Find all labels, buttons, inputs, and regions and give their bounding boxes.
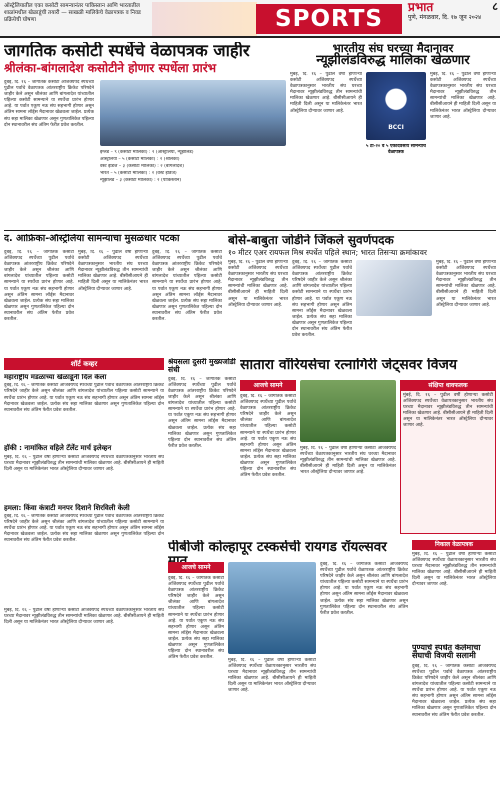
- shreyas-headline: श्रेयसला दुसरी मुख्यजोडी संधी: [168, 358, 236, 374]
- satara-score-box: [400, 380, 496, 534]
- shreyas-story: [168, 358, 236, 488]
- pune-story: [412, 644, 496, 794]
- bottom-left-body: मुंबई, दि. १६ – पुढील वर्षी होणाऱ्या कसोटी अजिंक्यपद स्पर्धेच्या वेळापत्रकानुसार भारतीय संघ घरच्या मैदानावर न्यूझीलंडविरुद्ध तीन सामन्यांची मालिका खेळणार आहे. बीसीसीआयने ही माहिती दिली असून या मालिकेनंतर भारत ऑस्ट्रेलिया दौऱ्यावर जाणार आहे.: [4, 608, 164, 626]
- kolhapur-body-2: मुंबई, दि. १६ – पुढील वर्षी होणाऱ्या कसोटी अजिंक्यपद स्पर्धेच्या वेळापत्रकानुसार भारतीय संघ घरच्या मैदानावर न्यूझीलंडविरुद्ध तीन सामन्यांची मालिका खेळणार आहे. बीसीसीआयने ही माहिती दिली असून या मालिकेनंतर भारत ऑस्ट्रेलिया दौऱ्यावर जाणार आहे.: [228, 658, 316, 694]
- india-nz-story: [290, 42, 496, 232]
- pune-body: दुबई, दि. १६ – जागतिक कसोटी अजिंक्यपद स्पर्धेच्या पुढील पर्वाचे वेळापत्रक आंतरराष्ट्रीय क्रिकेट परिषदेने जाहीर केले असून श्रीलंका आणि बांगलादेश यांच्यातील पहिल्या कसोटी सामन्याने या स्पर्धेचा प्रारंभ होणार आहे. या पर्वात एकूण नऊ संघ सहभागी होणार असून अंतिम सामना लॉर्ड्स मैदानावर खेळवला जाईल. प्रत्येक संघ सहा मालिका खेळणार असून गुणतालिकेत पहिल्या दोन स्थानावरील संघ अंतिम फेरीत प्रवेश करतील.: [412, 663, 496, 718]
- bcci-logo: [366, 72, 426, 140]
- sa-aus-body-3: दुबई, दि. १६ – जागतिक कसोटी अजिंक्यपद स्पर्धेच्या पुढील पर्वाचे वेळापत्रक आंतरराष्ट्रीय क्रिकेट परिषदेने जाहीर केले असून श्रीलंका आणि बांगलादेश यांच्यातील पहिल्या कसोटी सामन्याने या स्पर्धेचा प्रारंभ होणार आहे. या पर्वात एकूण नऊ संघ सहभागी होणार असून अंतिम सामना लॉर्ड्स मैदानावर खेळवला जाईल. प्रत्येक संघ सहा मालिका खेळणार असून गुणतालिकेत पहिल्या दोन स्थानावरील संघ अंतिम फेरीत प्रवेश करतील.: [152, 250, 222, 323]
- kabaddi-body: दुबई, दि. १६ – जागतिक कसोटी अजिंक्यपद स्पर्धेच्या पुढील पर्वाचे वेळापत्रक आंतरराष्ट्रीय क्रिकेट परिषदेने जाहीर केले असून श्रीलंका आणि बांगलादेश यांच्यातील पहिल्या कसोटी सामन्याने या स्पर्धेचा प्रारंभ होणार आहे. या पर्वात एकूण नऊ संघ सहभागी होणार असून अंतिम सामना लॉर्ड्स मैदानावर खेळवला जाईल. प्रत्येक संघ सहा मालिका खेळणार असून गुणतालिकेत पहिल्या दोन स्थानावरील संघ अंतिम फेरीत प्रवेश करतील.: [4, 383, 164, 413]
- short-news-column: [4, 374, 164, 604]
- kolhapur-tag: आजचे सामने: [168, 562, 224, 573]
- satara-score-title: संक्षिप्त धावफलक: [401, 381, 495, 391]
- hockey-headline: हॉकी : नामांकित वहिले टॅलेंट मार्च इलेव्हन: [4, 444, 112, 453]
- kolhapur-story: [168, 540, 408, 794]
- trophy-photo: [100, 80, 286, 146]
- india-nz-headline-2: न्यूझीलंडविरुद्ध मालिका खेळणार: [316, 53, 470, 69]
- shooting-story: [228, 234, 496, 354]
- hockey-subheadline: हमला: किंवा कंत्राटी मनपर दिशाने शिरविली केली: [4, 503, 130, 512]
- main-body: दुबई, दि. १६ – जागतिक कसोटी अजिंक्यपद स्पर्धेच्या पुढील पर्वाचे वेळापत्रक आंतरराष्ट्रीय क्रिकेट परिषदेने जाहीर केले असून श्रीलंका आणि बांगलादेश यांच्यातील पहिल्या कसोटी सामन्याने या स्पर्धेचा प्रारंभ होणार आहे. या पर्वात एकूण नऊ संघ सहभागी होणार असून अंतिम सामना लॉर्ड्स मैदानावर खेळवला जाईल. प्रत्येक संघ सहा मालिका खेळणार असून गुणतालिकेत पहिल्या दोन स्थानावरील संघ अंतिम फेरीत प्रवेश करतील.: [4, 80, 94, 128]
- satara-story: [240, 358, 496, 536]
- satara-body: दुबई, दि. १६ – जागतिक कसोटी अजिंक्यपद स्पर्धेच्या पुढील पर्वाचे वेळापत्रक आंतरराष्ट्रीय क्रिकेट परिषदेने जाहीर केले असून श्रीलंका आणि बांगलादेश यांच्यातील पहिल्या कसोटी सामन्याने या स्पर्धेचा प्रारंभ होणार आहे. या पर्वात एकूण नऊ संघ सहभागी होणार असून अंतिम सामना लॉर्ड्स मैदानावर खेळवला जाईल. प्रत्येक संघ सहा मालिका खेळणार असून गुणतालिकेत पहिल्या दोन स्थानावरील संघ अंतिम फेरीत प्रवेश करतील.: [240, 394, 296, 479]
- results-title: निकाल वेळापत्रक: [412, 540, 496, 550]
- sa-aus-headline: द. आफ्रिका-ऑस्ट्रेलिया सामन्याचा मुसळधार पटका: [4, 234, 180, 244]
- header-teaser: ऑस्ट्रेलियातील एका कसोटी सामन्यानंतर पाकिस्तान आणि भारतातील शाळांमधील खेळाडूंची तयारी — साखळी मालिकेचे वेळापत्रक व निवड प्रक्रियेची घोषणा: [4, 3, 141, 23]
- kolhapur-photo: [228, 562, 316, 654]
- schedule-item: भारत – ५ (कसोटी मालिका) : २ (वेस्ट इंडिज): [100, 171, 177, 176]
- results-box: [412, 540, 496, 640]
- bcci-label: BCCI: [388, 124, 404, 131]
- sa-aus-story: [4, 234, 224, 356]
- sa-aus-body: दुबई, दि. १६ – जागतिक कसोटी अजिंक्यपद स्पर्धेच्या पुढील पर्वाचे वेळापत्रक आंतरराष्ट्रीय क्रिकेट परिषदेने जाहीर केले असून श्रीलंका आणि बांगलादेश यांच्यातील पहिल्या कसोटी सामन्याने या स्पर्धेचा प्रारंभ होणार आहे. या पर्वात एकूण नऊ संघ सहभागी होणार असून अंतिम सामना लॉर्ड्स मैदानावर खेळवला जाईल. प्रत्येक संघ सहा मालिका खेळणार असून गुणतालिकेत पहिल्या दोन स्थानावरील संघ अंतिम फेरीत प्रवेश करतील.: [4, 250, 74, 323]
- india-nz-box-title: ५ टी-२० व ५ एकदिवसीय सामन्यांचे वेळापत्रक: [366, 144, 426, 156]
- shooting-body-3: मुंबई, दि. १६ – पुढील वर्षी होणाऱ्या कसोटी अजिंक्यपद स्पर्धेच्या वेळापत्रकानुसार भारतीय संघ घरच्या मैदानावर न्यूझीलंडविरुद्ध तीन सामन्यांची मालिका खेळणार आहे. बीसीसीआयने ही माहिती दिली असून या मालिकेनंतर भारत ऑस्ट्रेलिया दौऱ्यावर जाणार आहे.: [436, 260, 496, 308]
- section-title: SPORTS: [256, 4, 402, 34]
- results-body: मुंबई, दि. १६ – पुढील वर्षी होणाऱ्या कसोटी अजिंक्यपद स्पर्धेच्या वेळापत्रकानुसार भारतीय संघ घरच्या मैदानावर न्यूझीलंडविरुद्ध तीन सामन्यांची मालिका खेळणार आहे. बीसीसीआयने ही माहिती दिली असून या मालिकेनंतर भारत ऑस्ट्रेलिया दौऱ्यावर जाणार आहे.: [412, 552, 496, 588]
- schedule-list: [100, 150, 286, 185]
- satara-score-body: मुंबई, दि. १६ – पुढील वर्षी होणाऱ्या कसोटी अजिंक्यपद स्पर्धेच्या वेळापत्रकानुसार भारतीय संघ घरच्या मैदानावर न्यूझीलंडविरुद्ध तीन सामन्यांची मालिका खेळणार आहे. बीसीसीआयने ही माहिती दिली असून या मालिकेनंतर भारत ऑस्ट्रेलिया दौऱ्यावर जाणार आहे.: [403, 393, 493, 429]
- newspaper-brand: प्रभात: [408, 0, 434, 14]
- main-story: [4, 42, 286, 222]
- satara-body-2: मुंबई, दि. १६ – पुढील वर्षी होणाऱ्या कसोटी अजिंक्यपद स्पर्धेच्या वेळापत्रकानुसार भारतीय संघ घरच्या मैदानावर न्यूझीलंडविरुद्ध तीन सामन्यांची मालिका खेळणार आहे. बीसीसीआयने ही माहिती दिली असून या मालिकेनंतर भारत ऑस्ट्रेलिया दौऱ्यावर जाणार आहे.: [300, 446, 396, 476]
- shreyas-body: दुबई, दि. १६ – जागतिक कसोटी अजिंक्यपद स्पर्धेच्या पुढील पर्वाचे वेळापत्रक आंतरराष्ट्रीय क्रिकेट परिषदेने जाहीर केले असून श्रीलंका आणि बांगलादेश यांच्यातील पहिल्या कसोटी सामन्याने या स्पर्धेचा प्रारंभ होणार आहे. या पर्वात एकूण नऊ संघ सहभागी होणार असून अंतिम सामना लॉर्ड्स मैदानावर खेळवला जाईल. प्रत्येक संघ सहा मालिका खेळणार असून गुणतालिकेत पहिल्या दोन स्थानावरील संघ अंतिम फेरीत प्रवेश करतील.: [168, 376, 236, 449]
- kolhapur-headline: पीबीजी कोल्हापूर टस्कर्सची रायगड रॉयल्सवर: [168, 540, 387, 555]
- short-body-3: दुबई, दि. १६ – जागतिक कसोटी अजिंक्यपद स्पर्धेच्या पुढील पर्वाचे वेळापत्रक आंतरराष्ट्रीय क्रिकेट परिषदेने जाहीर केले असून श्रीलंका आणि बांगलादेश यांच्यातील पहिल्या कसोटी सामन्याने या स्पर्धेचा प्रारंभ होणार आहे. या पर्वात एकूण नऊ संघ सहभागी होणार असून अंतिम सामना लॉर्ड्स मैदानावर खेळवला जाईल. प्रत्येक संघ सहा मालिका खेळणार असून गुणतालिकेत पहिल्या दोन स्थानावरील संघ अंतिम फेरीत प्रवेश करतील.: [4, 514, 164, 544]
- india-nz-body: मुंबई, दि. १६ – पुढील वर्षी होणाऱ्या कसोटी अजिंक्यपद स्पर्धेच्या वेळापत्रकानुसार भारतीय संघ घरच्या मैदानावर न्यूझीलंडविरुद्ध तीन सामन्यांची मालिका खेळणार आहे. बीसीसीआयने ही माहिती दिली असून या मालिकेनंतर भारत ऑस्ट्रेलिया दौऱ्यावर जाणार आहे.: [290, 72, 362, 114]
- shooting-body: मुंबई, दि. १६ – पुढील वर्षी होणाऱ्या कसोटी अजिंक्यपद स्पर्धेच्या वेळापत्रकानुसार भारतीय संघ घरच्या मैदानावर न्यूझीलंडविरुद्ध तीन सामन्यांची मालिका खेळणार आहे. बीसीसीआयने ही माहिती दिली असून या मालिकेनंतर भारत ऑस्ट्रेलिया दौऱ्यावर जाणार आहे.: [228, 260, 288, 308]
- divider: [4, 230, 496, 231]
- masthead: [408, 0, 498, 22]
- main-subheadline: श्रीलंका-बांगलादेश कसोटीने होणार स्पर्धेला प्रारंभ: [4, 61, 217, 76]
- schedule-item: ऑस्ट्रेलिया – ५ (कसोटी मालिका) : २ (श्रीलंका): [100, 157, 180, 162]
- page-number: ८: [492, 0, 498, 13]
- schedule-item: न्यूझीलंड – ३ (कसोटी मालिका) : २ (पाकिस्तान): [100, 178, 182, 183]
- shooting-headline: बोसे-बाबुता जोडीने जिंकले सुवर्णपदक: [228, 234, 394, 247]
- bottom-left-story: [4, 608, 164, 794]
- kabaddi-headline: महाराष्ट्रीय मंडळाच्या खेळाडूंनी दिल केला: [4, 374, 107, 381]
- main-headline: जागतिक कसोटी स्पर्धेचे वेळापत्रक जाहीर: [4, 42, 250, 60]
- kolhapur-body: दुबई, दि. १६ – जागतिक कसोटी अजिंक्यपद स्पर्धेच्या पुढील पर्वाचे वेळापत्रक आंतरराष्ट्रीय क्रिकेट परिषदेने जाहीर केले असून श्रीलंका आणि बांगलादेश यांच्यातील पहिल्या कसोटी सामन्याने या स्पर्धेचा प्रारंभ होणार आहे. या पर्वात एकूण नऊ संघ सहभागी होणार असून अंतिम सामना लॉर्ड्स मैदानावर खेळवला जाईल. प्रत्येक संघ सहा मालिका खेळणार असून गुणतालिकेत पहिल्या दोन स्थानावरील संघ अंतिम फेरीत प्रवेश करतील.: [168, 576, 224, 661]
- sa-aus-body-2: मुंबई, दि. १६ – पुढील वर्षी होणाऱ्या कसोटी अजिंक्यपद स्पर्धेच्या वेळापत्रकानुसार भारतीय संघ घरच्या मैदानावर न्यूझीलंडविरुद्ध तीन सामन्यांची मालिका खेळणार आहे. बीसीसीआयने ही माहिती दिली असून या मालिकेनंतर भारत ऑस्ट्रेलिया दौऱ्यावर जाणार आहे.: [78, 250, 148, 292]
- hockey-body: मुंबई, दि. १६ – पुढील वर्षी होणाऱ्या कसोटी अजिंक्यपद स्पर्धेच्या वेळापत्रकानुसार भारतीय संघ घरच्या मैदानावर न्यूझीलंडविरुद्ध तीन सामन्यांची मालिका खेळणार आहे. बीसीसीआयने ही माहिती दिली असून या मालिकेनंतर भारत ऑस्ट्रेलिया दौऱ्यावर जाणार आहे.: [4, 454, 164, 472]
- india-nz-body-2: मुंबई, दि. १६ – पुढील वर्षी होणाऱ्या कसोटी अजिंक्यपद स्पर्धेच्या वेळापत्रकानुसार भारतीय संघ घरच्या मैदानावर न्यूझीलंडविरुद्ध तीन सामन्यांची मालिका खेळणार आहे. बीसीसीआयने ही माहिती दिली असून या मालिकेनंतर भारत ऑस्ट्रेलिया दौऱ्यावर जाणार आहे.: [430, 72, 496, 120]
- satara-headline: सातारा वॉरियर्सचा रत्नागिरी जेट्सवर विजय: [240, 358, 458, 373]
- kolhapur-body-3: दुबई, दि. १६ – जागतिक कसोटी अजिंक्यपद स्पर्धेच्या पुढील पर्वाचे वेळापत्रक आंतरराष्ट्रीय क्रिकेट परिषदेने जाहीर केले असून श्रीलंका आणि बांगलादेश यांच्यातील पहिल्या कसोटी सामन्याने या स्पर्धेचा प्रारंभ होणार आहे. या पर्वात एकूण नऊ संघ सहभागी होणार असून अंतिम सामना लॉर्ड्स मैदानावर खेळवला जाईल. प्रत्येक संघ सहा मालिका खेळणार असून गुणतालिकेत पहिल्या दोन स्थानावरील संघ अंतिम फेरीत प्रवेश करतील.: [320, 562, 408, 616]
- satara-tag: आजचे सामने: [240, 380, 296, 391]
- schedule-item: वेस्ट इंडिज – ३ (कसोटी मालिका) : २ (बांगलादेश): [100, 164, 184, 169]
- page-header: [0, 0, 500, 38]
- pune-headline: पुण्याचे स्पर्धेत केलेमाचा संघाची विजयी सलामी: [412, 644, 481, 661]
- header-banner-art: [152, 2, 257, 36]
- issue-date: पुणे, मंगळवार, दि. १७ जून २०२४: [408, 14, 482, 21]
- shooting-subheadline: १० मीटर एअर रायफल मिश्र स्पर्धेत पहिले स्थान; भारत तिसऱ्या क्रमांकावर: [228, 247, 427, 257]
- short-cover-label: शॉर्ट कव्हर: [4, 358, 164, 370]
- shooters-photo: [356, 260, 432, 316]
- india-nz-headline-1: भारतीय संघ घरच्या मैदानावर: [332, 42, 454, 55]
- schedule-item: इंग्लंड – ९ (कसोटी मालिका) : २ (ऑस्ट्रेलिया, न्यूझीलंड): [100, 150, 194, 155]
- shooting-body-2: दुबई, दि. १६ – जागतिक कसोटी अजिंक्यपद स्पर्धेच्या पुढील पर्वाचे वेळापत्रक आंतरराष्ट्रीय क्रिकेट परिषदेने जाहीर केले असून श्रीलंका आणि बांगलादेश यांच्यातील पहिल्या कसोटी सामन्याने या स्पर्धेचा प्रारंभ होणार आहे. या पर्वात एकूण नऊ संघ सहभागी होणार असून अंतिम सामना लॉर्ड्स मैदानावर खेळवला जाईल. प्रत्येक संघ सहा मालिका खेळणार असून गुणतालिकेत पहिल्या दोन स्थानावरील संघ अंतिम फेरीत प्रवेश करतील.: [292, 260, 352, 339]
- satara-photo: [300, 380, 396, 442]
